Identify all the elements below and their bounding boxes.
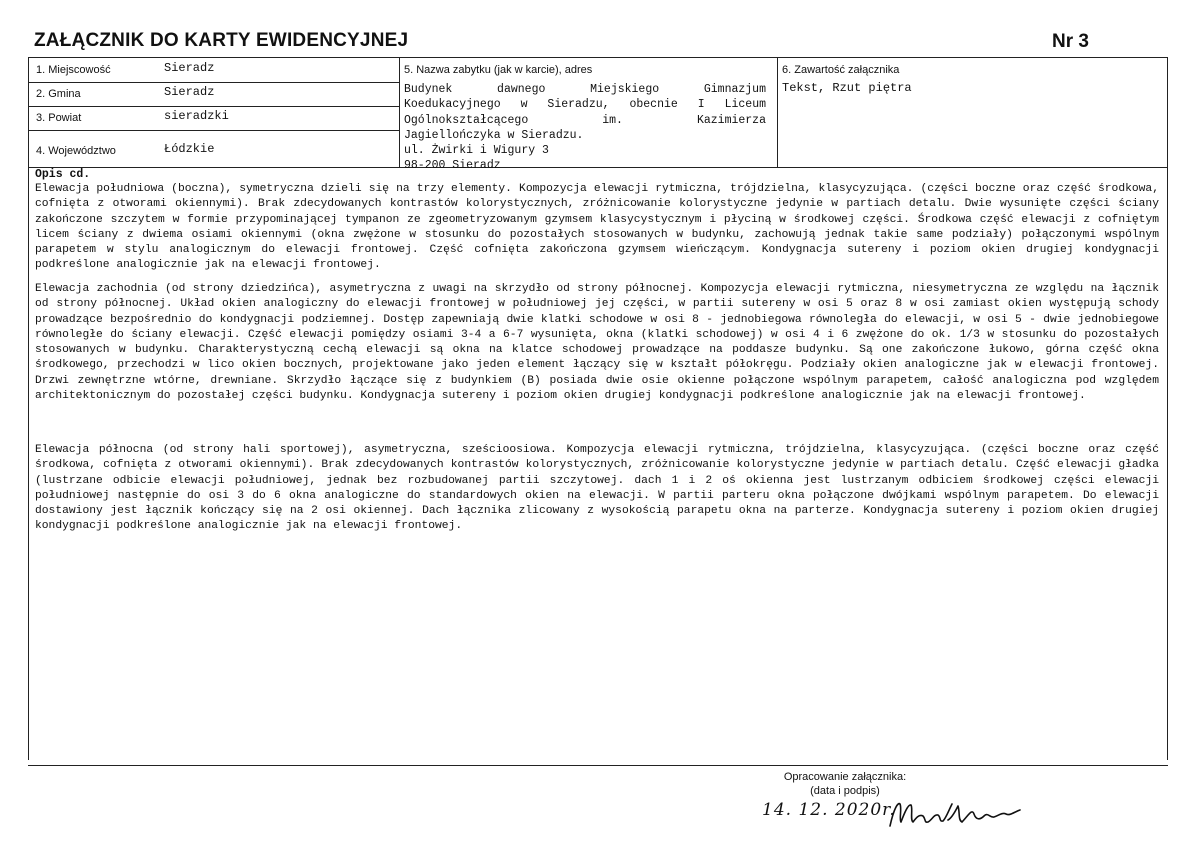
name-line: Budynek dawnego Miejskiego Gimnazjum [404,83,766,96]
field-value-powiat: sieradzki [164,109,229,123]
field-label-gmina: 2. Gmina [36,88,81,100]
description-title: Opis cd. [35,168,91,181]
field-label-wojewodztwo: 4. Województwo [36,145,116,157]
description-paragraph-north: Elewacja północna (od strony hali sportowej), asymetryczna, sześcioosiowa. Kompozycja elewacji rytmiczna, trójdzielna, klasycyzująca. (części boczne oraz część środkowa, cofnięta z otworami okiennymi). Brak zdecydowanych kontrastów kolorystycznych, zróżnicowanie kolorystyczne jedynie w partiach detalu. Część elewacji gładka (lustrzane odbicie elewacji południowej, jednak bez rozbudowanej partii szczytowej. dach 1 i 2 oś okienna jest lustrzanym odbiciem środkowej części elewacji południowej następnie do osi 3 do 6 okna analogiczne do standardowych okien na elewacji. W partii parteru okna połączone dwójkami wspólnym parapetem. Do elewacji dostawiony jest łącznik kończący się na 2 osi okiennej. Dach łącznika zlicowany z wysokością parapetu okna na parterze. Kondygnacja sutereny i poziom okien drugiej kondygnacji podkreślone analogicznie jak na elewacji frontowej. [35,444,1159,533]
description-section [28,168,1168,760]
field-value-gmina: Sieradz [164,85,215,99]
footer-label-line: (data i podpis) [810,785,880,797]
row-divider [29,106,399,107]
name-line: Ogólnokształcącego im. Kazimierza [404,113,766,127]
column-divider [777,58,778,167]
row-divider [29,130,399,131]
footer-divider [28,765,1168,766]
attachment-number: Nr 3 [1052,31,1089,52]
field-value-zawartosc: Tekst, Rzut piętra [782,81,912,95]
row-divider [29,82,399,83]
field-value-nazwa [404,82,766,174]
name-line: 98-200 Sieradz [404,159,501,173]
document-title: ZAŁĄCZNIK DO KARTY EWIDENCYJNEJ [34,30,409,51]
name-line: Jagiellończyka w Sieradzu. [404,128,584,142]
handwritten-date: 14. 12. 2020r. [762,800,896,820]
field-label-miejscowosc: 1. Miejscowość [36,64,111,76]
column-divider [399,58,400,167]
field-label-zawartosc: 6. Zawartość załącznika [782,64,900,76]
field-value-wojewodztwo: Łódzkie [164,142,215,156]
description-paragraph-west: Elewacja zachodnia (od strony dziedzińca), asymetryczna z uwagi na skrzydło od strony północnej. Kompozycja elewacji rytmiczna, niesymetryczna ze względu na łącznik od strony północnej. Układ okien analogiczny do elewacji frontowej w południowej jej części, w partii sutereny w osi 5 oraz 8 w osi zamiast okien występują schody prowadzące bezpośrednio do kondygnacji podziemnej. Dostęp zapewniają dwie klatki schodowe w osi 8 - jednobiegowa równoległa do elewacji, w osi 5 - dwie jednobiegowe równoległe do ściany elewacji. Część elewacji pomiędzy osiami 3-4 a 6-7 wysunięta, okna (klatki schodowej) w osi 4 i 6 zwężone do ok. 1/3 w stosunku do pozostałych stosowanych w budynku. Charakterystyczną cechą elewacji są okna na klatce schodowej prowadzące na poddasze budynku. Są one zakończone łukowo, górna część okna środkowego, przechodzi w lico okien bocznych, projektowane jako jeden element łączący się w kształt półokręgu. Podziały okien analogiczne jak w elewacji frontowej. Drzwi zewnętrzne wtórne, drewniane. Skrzydło łączące się z budynkiem (B) posiada dwie osie okienne połączone wspólnym parapetem, całość analogiczna pod względem architektonicznym do pozostałej części budynku. Kondygnacja sutereny i poziom okien drugiej kondygnacji podkreślone analogicznie jak na elewacji frontowej. [35,283,1159,403]
field-label-powiat: 3. Powiat [36,112,82,124]
footer-label-line: Opracowanie załącznika: [783,771,907,783]
field-label-nazwa: 5. Nazwa zabytku (jak w karcie), adres [404,64,593,76]
name-line: Koedukacyjnego w Sieradzu, obecnie I Liceum [404,98,766,112]
handwritten-signature [886,796,1026,832]
description-paragraph-south: Elewacja południowa (boczna), symetryczna dzieli się na trzy elementy. Kompozycja elewacji rytmiczna, trójdzielna, klasycyzująca. (części boczne oraz część środkowa, cofnięta z otworami okiennymi). Brak zdecydowanych kontrastów kolorystycznych, zróżnicowanie kolorystyczne jedynie w partiach detalu. Dwie wysunięte części ściany zakończone szczytem w formie przypominającej tympanon ze zgeometryzowanym gzymsem klasycystycznym i płyciną w środkowej części. Środkowa część elewacji z cofniętym licem ściany z dwiema osiami okiennymi (okna zwężone w stosunku do pozostałych stosowanych w budynku, zachowują jednak takie same podziały) połączonymi wspólnym parapetem w stylu analogicznym do elewacji frontowej. Część cofnięta zakończona gzymsem wieńczącym. Kondygnacja sutereny i poziom okien drugiej kondygnacji podkreślone analogicznie jak na elewacji frontowej. [35,183,1159,272]
field-value-miejscowosc: Sieradz [164,61,215,75]
footer-label [780,770,910,798]
name-line: ul. Żwirki i Wigury 3 [404,144,549,158]
header-table [28,57,1168,173]
